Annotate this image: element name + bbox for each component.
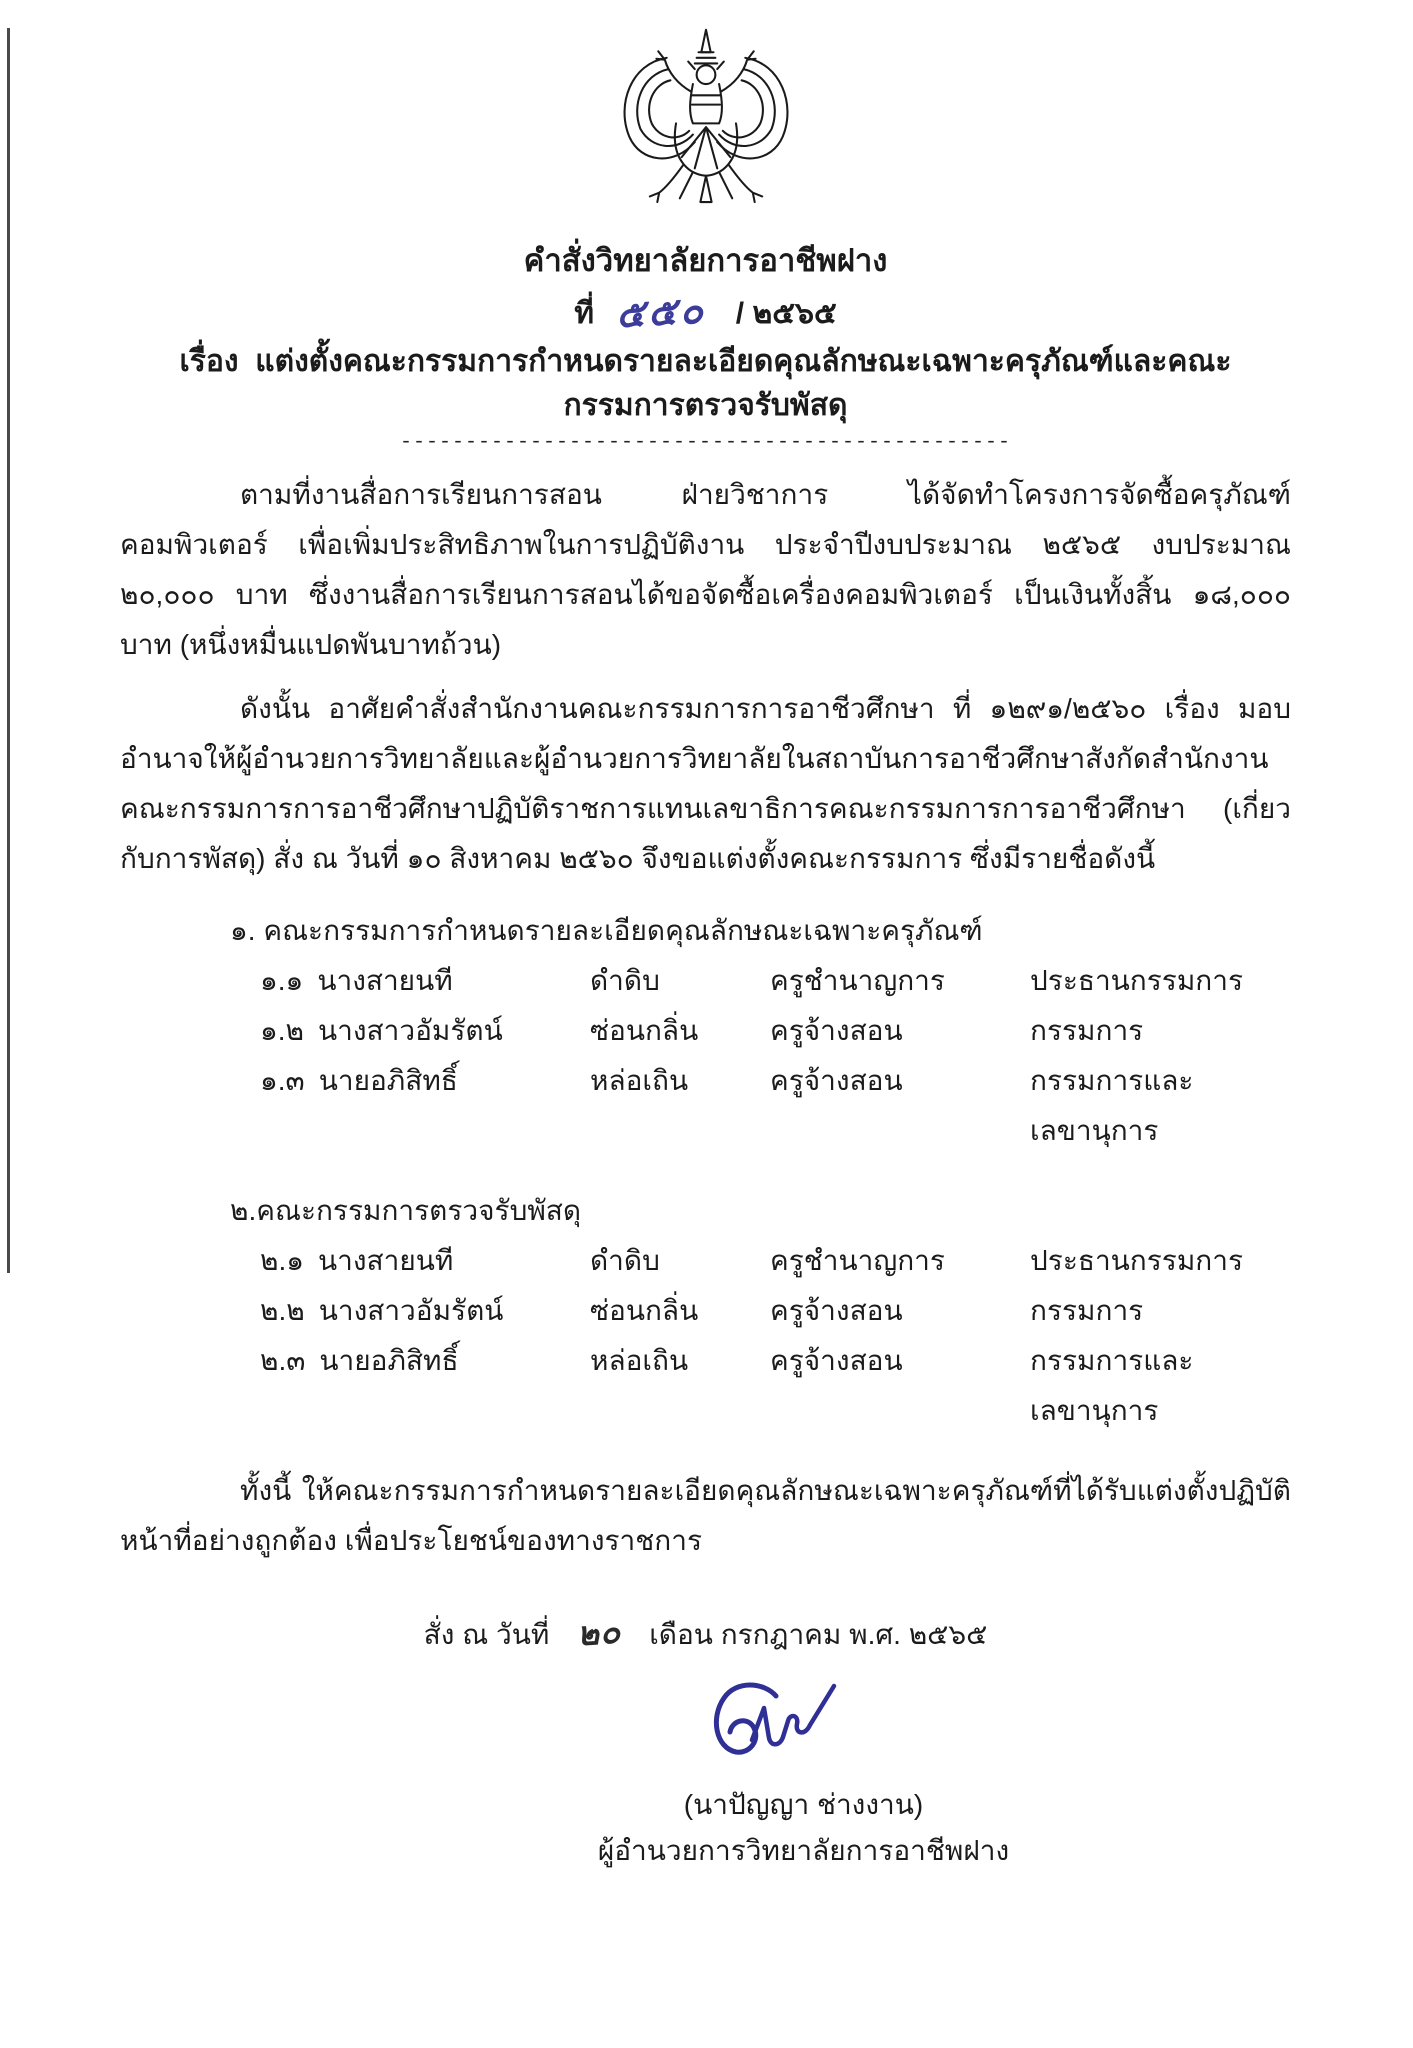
order-date-prefix: สั่ง ณ วันที่ [423, 1619, 550, 1650]
subject-line [120, 340, 1291, 428]
table-row [120, 1006, 1291, 1056]
member-no: ๑.๑ [260, 965, 304, 996]
subject-text: แต่งตั้งคณะกรรมการกำหนดรายละเอียดคุณลักษณะเฉพาะครุภัณฑ์และคณะกรรมการตรวจรับพัสดุ [255, 345, 1232, 422]
member-position: ครูชำนาญการ [770, 965, 945, 996]
scan-artifact-line [7, 28, 10, 1273]
member-surname: ซ่อนกลิ่น [590, 1015, 699, 1046]
emblem-container [120, 26, 1291, 237]
garuda-emblem-icon [611, 26, 801, 232]
member-no: ๒.๑ [260, 1245, 305, 1276]
member-position: ครูชำนาญการ [770, 1245, 945, 1276]
signer-title: ผู้อำนวยการวิทยาลัยการอาชีพฝาง [597, 1835, 1010, 1866]
page-title: คำสั่งวิทยาลัยการอาชีพฝาง [523, 243, 888, 278]
member-surname: ดำดิบ [590, 965, 660, 996]
member-role: ประธานกรรมการ [1030, 965, 1244, 996]
order-date-handwritten-day: ๒๐ [576, 1612, 623, 1653]
member-position: ครูจ้างสอน [770, 1065, 903, 1096]
order-number-line [120, 289, 1291, 336]
signature-ink-icon [672, 1674, 852, 1778]
member-role: กรรมการและเลขานุการ [1030, 1065, 1194, 1146]
dashed-divider: ----------------------------------------------- [399, 431, 1012, 454]
member-role: กรรมการ [1030, 1295, 1144, 1326]
member-role: ประธานกรรมการ [1030, 1245, 1244, 1276]
member-name: นางสาวอัมรัตน์ [318, 1015, 503, 1046]
order-date-suffix: เดือน กรกฎาคม พ.ศ. ๒๕๖๕ [649, 1619, 988, 1650]
order-number-handwritten: ๕๕๐ [615, 289, 707, 337]
member-no: ๑.๒ [260, 1015, 305, 1046]
order-number-prefix: ที่ [574, 297, 595, 330]
paragraph-closing: ทั้งนี้ ให้คณะกรรมการกำหนดรายละเอียดคุณลักษณะเฉพาะครุภัณฑ์ที่ได้รับแต่งตั้งปฏิบัติหน้าที่อย่างถูกต้อง เพื่อประโยชน์ของทางราชการ [120, 1475, 1291, 1556]
member-name-cell [260, 1286, 590, 1336]
member-surname: ดำดิบ [590, 1245, 660, 1276]
member-name: นายอภิสิทธิ์ [319, 1345, 459, 1376]
member-name: นางสายนที [317, 965, 453, 996]
table-row [120, 956, 1291, 1006]
member-name-cell [260, 1006, 590, 1056]
paragraph-authority: ดังนั้น อาศัยคำสั่งสำนักงานคณะกรรมการการอาชีวศึกษา ที่ ๑๒๙๑/๒๕๖๐ เรื่อง มอบอำนาจให้ผู้อำนวยการวิทยาลัยและผู้อำนวยการวิทยาลัยในสถาบันการอาชีวศึกษาสังกัดสำนักงานคณะกรรมการการอาชีวศึกษาปฏิบัติราชการแทนเลขาธิการคณะกรรมการการอาชีวศึกษา (เกี่ยวกับการพัสดุ) สั่ง ณ วันที่ ๑๐ สิงหาคม ๒๕๖๐ จึงขอแต่งตั้งคณะกรรมการ ซึ่งมีรายชื่อดังนี้ [120, 693, 1291, 874]
order-number-year: / ๒๕๖๕ [735, 297, 837, 330]
committee1-heading: ๑. คณะกรรมการกำหนดรายละเอียดคุณลักษณะเฉพาะครุภัณฑ์ [230, 915, 983, 946]
paragraph-project: ตามที่งานสื่อการเรียนการสอน ฝ่ายวิชาการ ได้จัดทำโครงการจัดซื้อครุภัณฑ์คอมพิวเตอร์ เพื่อเพิ่มประสิทธิภาพในการปฏิบัติงาน ประจำปีงบประมาณ ๒๕๖๕ งบประมาณ ๒๐,๐๐๐ บาท ซึ่งงานสื่อการเรียนการสอนได้ขอจัดซื้อเครื่องคอมพิวเตอร์ เป็นเงินทั้งสิ้น ๑๘,๐๐๐ บาท (หนึ่งหมื่นแปดพันบาทถ้วน) [120, 479, 1291, 660]
member-position: ครูจ้างสอน [770, 1015, 903, 1046]
member-position: ครูจ้างสอน [770, 1345, 903, 1376]
member-role: กรรมการ [1030, 1015, 1144, 1046]
signer-name: (นาปัญญา ช่างงาน) [683, 1789, 924, 1820]
order-date-line [120, 1608, 1291, 1660]
member-name: นางสายนที [318, 1245, 454, 1276]
member-no: ๒.๒ [260, 1295, 305, 1326]
member-no: ๒.๓ [260, 1345, 306, 1376]
member-name: นางสาวอัมรัตน์ [318, 1295, 504, 1326]
member-name-cell [260, 956, 590, 1006]
committee2-heading: ๒.คณะกรรมการตรวจรับพัสดุ [230, 1195, 582, 1226]
signature-block [534, 1674, 1074, 1874]
member-surname: หล่อเถิน [590, 1065, 689, 1096]
table-row [120, 1336, 1291, 1436]
member-name: นายอภิสิทธิ์ [318, 1065, 458, 1096]
member-position: ครูจ้างสอน [770, 1295, 903, 1326]
member-name-cell [260, 1056, 590, 1156]
member-role: กรรมการและเลขานุการ [1030, 1345, 1194, 1426]
member-surname: ซ่อนกลิ่น [590, 1295, 699, 1326]
table-row [120, 1056, 1291, 1156]
table-row [120, 1286, 1291, 1336]
member-name-cell [260, 1236, 590, 1286]
table-row [120, 1236, 1291, 1286]
subject-label: เรื่อง [179, 345, 239, 378]
member-name-cell [260, 1336, 590, 1436]
member-no: ๑.๓ [260, 1065, 305, 1096]
member-surname: หล่อเถิน [590, 1345, 689, 1376]
